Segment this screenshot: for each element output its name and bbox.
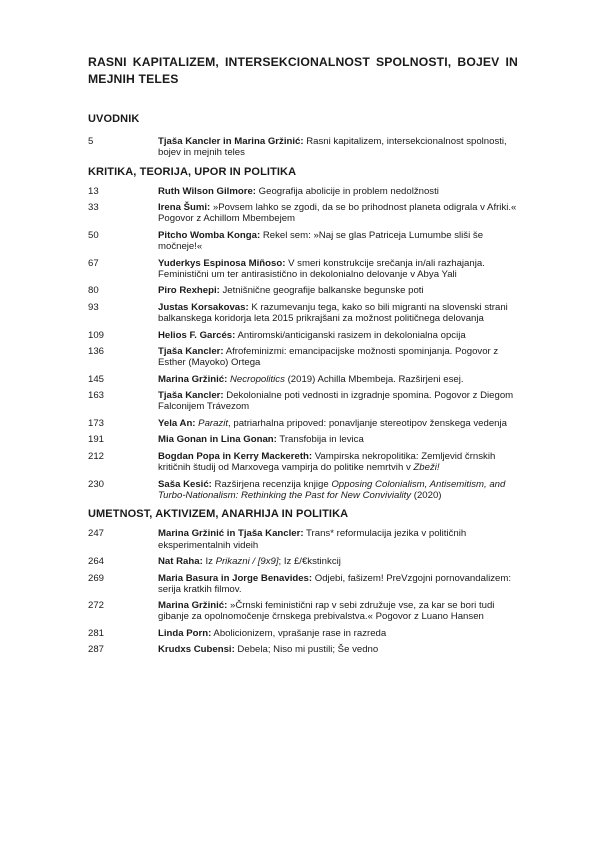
entry-title: Vampirska nekropolitika: Zemljevid črnskih kritičnih študij od Marxovega vampirja do politike nemrtvih v <box>158 450 496 474</box>
section-heading: KRITIKA, TEORIJA, UPOR IN POLITIKA <box>88 165 297 178</box>
entry-title: Antiromski/anticiganski rasizem in dekolonialna opcija <box>235 329 466 341</box>
section-heading: UVODNIK <box>88 113 140 125</box>
entry-author: Marina Gržinić: <box>158 600 228 612</box>
page-number: 272 <box>88 600 105 612</box>
entry-title: Jetnišnične geografije balkanske begunske poti <box>219 285 424 297</box>
entry-title: Razširjena recenzija knjige <box>211 478 332 490</box>
page-number: 269 <box>88 572 105 584</box>
toc-entry <box>88 202 520 224</box>
toc-entry <box>88 528 520 550</box>
entry-author: Tjaša Kancler: <box>158 390 224 402</box>
toc-entry <box>88 644 520 655</box>
toc-entry <box>88 556 520 567</box>
page-number: 50 <box>88 229 99 241</box>
page-number: 247 <box>88 528 105 540</box>
toc-entry <box>88 346 520 368</box>
toc-entry <box>88 451 520 473</box>
page-number: 80 <box>88 285 99 297</box>
entry-title-italic: Necropolitics <box>229 373 285 385</box>
page-number: 173 <box>88 417 105 429</box>
toc-entry <box>88 186 520 197</box>
page-number: 230 <box>88 478 105 490</box>
toc-entry <box>88 230 520 252</box>
toc-entry <box>88 418 520 429</box>
entry-title-italic: Opposing Colonialism, Antisemitism, and Turbo-Nationalism: Rethinking the Past for New Conviviality <box>158 478 506 501</box>
page-number: 163 <box>88 390 105 402</box>
entry-title: Trans* reformulacija jezika v političnih eksperimentalnih videih <box>158 528 467 551</box>
toc-entry <box>88 434 520 445</box>
entry-author: Ruth Wilson Gilmore: <box>158 185 256 197</box>
page-number: 109 <box>88 329 105 341</box>
entry-title: Geografija abolicije in problem nedolžnosti <box>255 185 439 197</box>
section-heading: UMETNOST, AKTIVIZEM, ANARHIJA IN POLITIKA <box>88 508 349 521</box>
entry-title: »Črnski feministični rap v sebi združuje vse, za kar se bori tudi gibanje za opolnomočenje črnskega prebivalstva.« Pogovor z Luano Hansen <box>158 600 495 623</box>
entry-title: K razumevanju tega, kako so bili migranti na slovenski strani balkanskega koridorja leta 2015 prikrajšani za možnost političnega delovanja <box>158 301 508 325</box>
entry-author: Justas Korsakovas: <box>158 301 249 313</box>
page-number: 264 <box>88 556 105 568</box>
entry-author: Marina Gržinić in Tjaša Kancler: <box>158 528 304 540</box>
entry-title-suffix: , patriarhalna pripoved: ponavljanje stereotipov ženskega vedenja <box>228 417 507 429</box>
entry-title: Transfobija in levica <box>276 434 364 446</box>
toc-entry <box>88 600 520 622</box>
page-number: 136 <box>88 346 105 358</box>
entry-author: Pitcho Womba Konga: <box>158 229 261 241</box>
toc-entry <box>88 136 520 158</box>
entry-author: Linda Porn: <box>158 627 212 639</box>
entry-title: Abolicionizem, vprašanje rase in razreda <box>211 627 387 639</box>
toc-entry <box>88 374 520 385</box>
entry-author: Mia Gonan in Lina Gonan: <box>158 434 277 446</box>
page-number: 191 <box>88 434 105 446</box>
entry-title: »Povsem lahko se zgodi, da se bo prihodnost planeta odigrala v Afriki.« Pogovor z Achillom Mbembejem <box>158 202 517 225</box>
entry-author: Tjaša Kancler in Marina Gržinić: <box>158 136 304 147</box>
entry-title: Iz <box>202 556 216 568</box>
entry-title: Odjebi, fašizem! PreVzgojni pornovandalizem: serija kratkih filmov. <box>158 572 511 595</box>
entry-title-italic: Parazit <box>198 417 229 429</box>
page-number: 145 <box>88 373 105 385</box>
entry-author: Maria Basura in Jorge Benavides: <box>158 572 313 584</box>
toc-entry <box>88 390 520 412</box>
entry-author: Saša Kesić: <box>158 478 212 490</box>
page-number: 33 <box>88 202 99 214</box>
entry-title: Rasni kapitalizem, intersekcionalnost spolnosti, bojev in mejnih teles <box>158 136 507 159</box>
toc-entry <box>88 628 520 639</box>
entry-title: Afrofeminizmi: emancipacijske možnosti spominjanja. Pogovor z Esther (Mayoko) Ortega <box>158 346 499 369</box>
entry-author: Helios F. Garcés: <box>158 329 236 341</box>
entry-author: Yela An: <box>158 417 196 429</box>
entry-author: Piro Rexhepi: <box>158 285 220 297</box>
entry-title: Dekolonialne poti vednosti in izgradnje spomina. Pogovor z Diegom Falconijem Trávezom <box>158 390 514 413</box>
page-number: 13 <box>88 185 99 197</box>
entry-author: Yuderkys Espinosa Miñoso: <box>158 257 286 269</box>
toc-entry <box>88 479 520 501</box>
entry-title-suffix: (2019) Achilla Mbembeja. Razširjeni esej. <box>284 373 464 385</box>
toc-entry <box>88 258 520 280</box>
entry-author: Nat Raha: <box>158 556 203 568</box>
page-number: 281 <box>88 627 105 639</box>
page-number: 287 <box>88 644 105 656</box>
entry-author: Bogdan Popa in Kerry Mackereth: <box>158 450 313 462</box>
page-number: 5 <box>88 136 94 147</box>
toc-entry <box>88 285 520 296</box>
toc-entry <box>88 302 520 324</box>
page-number: 67 <box>88 257 99 269</box>
entry-author: Marina Gržinić: <box>158 373 228 385</box>
entry-author: Krudxs Cubensi: <box>158 644 235 656</box>
entry-title: Debela; Niso mi pustili; Še vedno <box>234 644 379 656</box>
entry-title: V smeri konstrukcije srečanja in/ali razhajanja. Feministični um ter antirasistično in dekolonialno delovanje v Abya Yali <box>158 257 485 280</box>
entry-title-italic: Prikazni / [9x9] <box>215 556 279 568</box>
page-number: 93 <box>88 301 99 313</box>
entry-author: Irena Šumi: <box>158 202 211 214</box>
table-of-contents <box>88 113 520 661</box>
toc-entry <box>88 330 520 341</box>
entry-title: Rekel sem: »Naj se glas Patriceja Lumumbe sliši še močneje!« <box>158 229 484 253</box>
page-number: 212 <box>88 450 105 462</box>
entry-title-italic: Zbeži! <box>413 462 440 474</box>
entry-author: Tjaša Kancler: <box>158 346 224 358</box>
toc-entry <box>88 573 520 595</box>
book-title: RASNI KAPITALIZEM, INTERSEKCIONALNOST SPOLNOSTI, BOJEV IN MEJNIH TELES <box>88 55 518 86</box>
entry-title-suffix: (2020) <box>411 489 442 501</box>
entry-title-suffix: ; Iz £/€kstinkcij <box>278 556 341 568</box>
